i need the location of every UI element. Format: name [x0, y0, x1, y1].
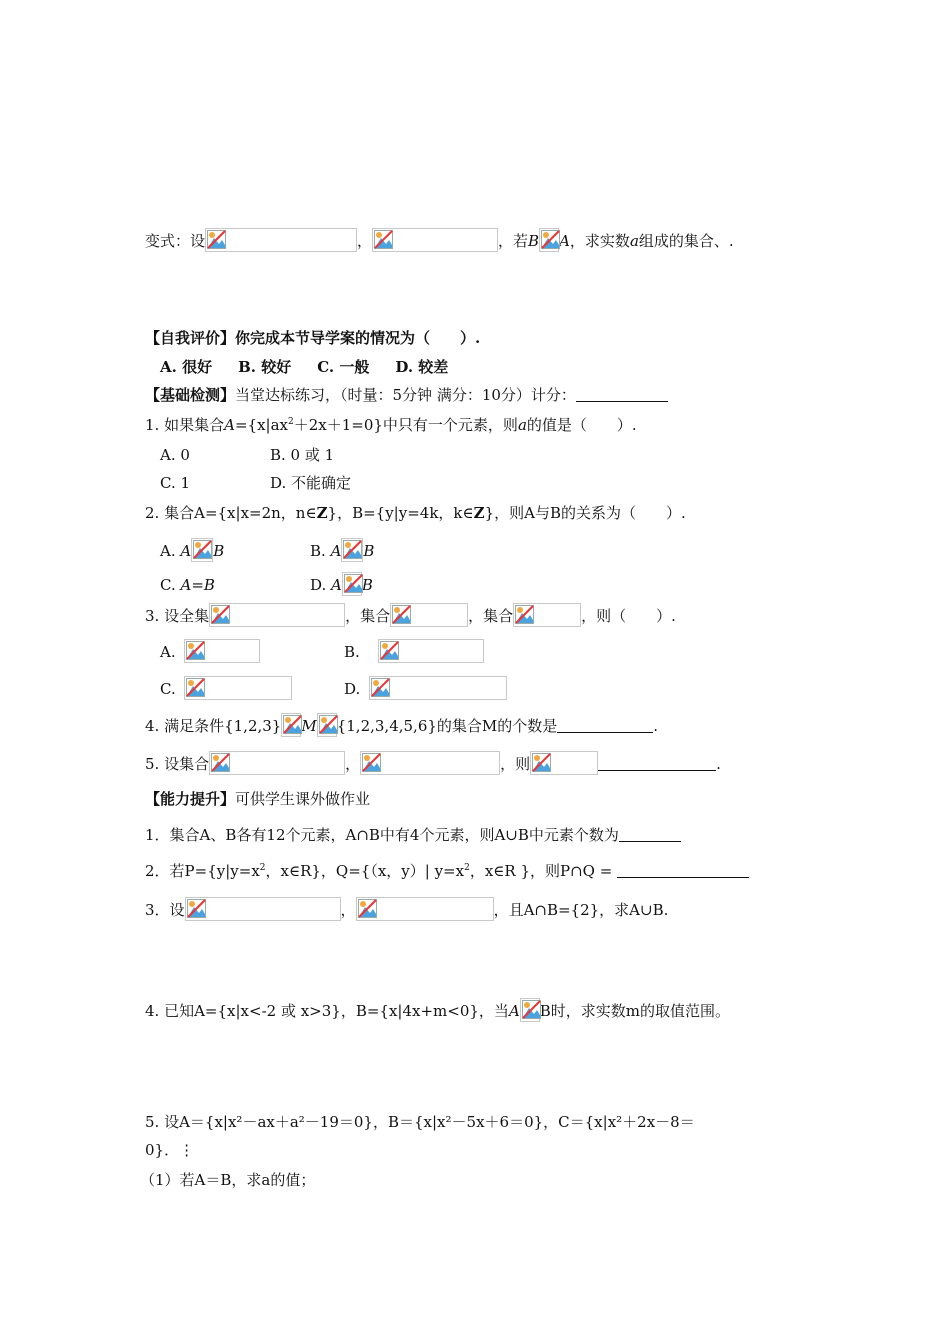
- formula-image: [184, 639, 260, 663]
- broken-image-icon: [283, 715, 302, 734]
- section-heading: 【基础检测】: [145, 386, 236, 404]
- answer-blank[interactable]: [619, 827, 681, 842]
- question-3: 3. 设全集 ，集合 ，集合 ，则（ ）.: [145, 603, 676, 627]
- formula-image: [513, 603, 581, 627]
- option-c: C. 一般: [317, 358, 370, 376]
- answer-blank[interactable]: [598, 756, 716, 771]
- broken-image-icon: [211, 605, 230, 624]
- formula-image: [185, 897, 341, 921]
- variant-label: 变式：设: [145, 232, 206, 250]
- broken-image-icon: [358, 899, 377, 918]
- formula-image: [360, 751, 500, 775]
- formula-image: [369, 676, 507, 700]
- broken-image-icon: [515, 605, 534, 624]
- subset-symbol-image: [281, 713, 301, 737]
- subset-symbol-image: [317, 713, 337, 737]
- broken-image-icon: [186, 678, 205, 697]
- answer-blank[interactable]: [617, 863, 749, 878]
- ability-problem-5-line1: 5. 设A＝{x|x²－ax＋a²－19＝0}，B＝{x|x²－5x＋6＝0}，C＝{x|x²＋2x－8＝: [145, 1113, 695, 1131]
- broken-image-icon: [380, 641, 399, 660]
- broken-image-icon: [532, 753, 551, 772]
- formula-image: [184, 676, 292, 700]
- broken-image-icon: [211, 753, 230, 772]
- ability-problem-2: 2．若$P=\{y|y=x^2$，x∈R}，Q={（x，y）| $y=x^2$，x∈R }，则P∩Q =: [145, 861, 749, 881]
- score-blank[interactable]: [576, 387, 668, 402]
- basic-test-line: 【基础检测】当堂达标练习，（时量：5分钟 满分：10分）计分：: [145, 385, 668, 405]
- section-heading: 【自我评价】: [145, 329, 236, 347]
- q3-options-row1: A. B.: [160, 639, 484, 663]
- self-eval-options: [160, 357, 448, 377]
- q2-options-row1: A. A B B. A B: [160, 538, 374, 562]
- formula-image: [390, 603, 468, 627]
- ability-problem-3: 3．设 ， ，且A∩B={2}，求A∪B.: [145, 897, 668, 921]
- q2-options-row2: C. A=B D. A B: [160, 572, 373, 596]
- broken-image-icon: [541, 230, 560, 249]
- broken-image-icon: [319, 715, 338, 734]
- subset-symbol-image: [342, 572, 362, 596]
- q3-options-row2: C. D.: [160, 676, 507, 700]
- option-b: B. 较好: [238, 358, 292, 376]
- option-d: D. 较差: [395, 358, 449, 376]
- ability-heading-line: 【能力提升】可供学生课外做作业: [145, 790, 371, 808]
- question-1: 1. 如果集合$A=\{x|ax^2+2x+1=0\}$中只有一个元素，则a的值是（ ）.: [145, 416, 637, 434]
- broken-image-icon: [193, 540, 212, 559]
- formula-image: [372, 228, 498, 252]
- subset-symbol-image: [539, 228, 559, 252]
- variant-line: 变式：设 ， ，若B A，求实数a组成的集合、.: [145, 228, 734, 252]
- q1-options-row2: C. 1 D. 不能确定: [160, 474, 352, 492]
- broken-image-icon: [207, 230, 226, 249]
- question-5: 5. 设集合 ， ，则 .: [145, 751, 721, 775]
- option-a: A. 很好: [160, 358, 213, 376]
- broken-image-icon: [186, 641, 205, 660]
- answer-blank[interactable]: [557, 718, 653, 733]
- broken-image-icon: [187, 899, 206, 918]
- q1-options-row1: A. 0 B. 0 或 1: [160, 446, 335, 464]
- section-heading: 【能力提升】: [145, 790, 236, 808]
- broken-image-icon: [362, 753, 381, 772]
- broken-image-icon: [343, 540, 362, 559]
- ability-problem-5-line2: 0}．⋮: [145, 1141, 195, 1159]
- subset-symbol-image: [520, 998, 540, 1022]
- self-eval-line: 【自我评价】你完成本节导学案的情况为（ ）.: [145, 329, 481, 347]
- question-4: 4. 满足条件{1,2,3} M {1,2,3,4,5,6}的集合M的个数是 .: [145, 713, 658, 737]
- formula-image: [530, 751, 598, 775]
- subset-symbol-image: [191, 538, 213, 562]
- formula-image: [209, 751, 345, 775]
- broken-image-icon: [392, 605, 411, 624]
- ability-problem-4: 4. 已知A={x|x<-2 或 x>3}，B={x|4x+m<0}，当A B时，求实数m的取值范围。: [145, 998, 730, 1022]
- broken-image-icon: [522, 1000, 541, 1019]
- ability-problem-5-sub1: （1）若A＝B，求a的值；: [140, 1171, 316, 1189]
- broken-image-icon: [344, 574, 363, 593]
- formula-image: [205, 228, 357, 252]
- question-2: 2. 集合A={x|x=2n，n∈Z}，B={y|y=4k，k∈Z}，则A与B的关系为（ ）.: [145, 504, 686, 522]
- formula-image: [209, 603, 345, 627]
- ability-problem-1: 1．集合A、B各有12个元素，A∩B中有4个元素，则A∪B中元素个数为: [145, 825, 681, 845]
- broken-image-icon: [374, 230, 393, 249]
- formula-image: [356, 897, 494, 921]
- broken-image-icon: [371, 678, 390, 697]
- formula-image: [378, 639, 484, 663]
- subset-symbol-image: [341, 538, 363, 562]
